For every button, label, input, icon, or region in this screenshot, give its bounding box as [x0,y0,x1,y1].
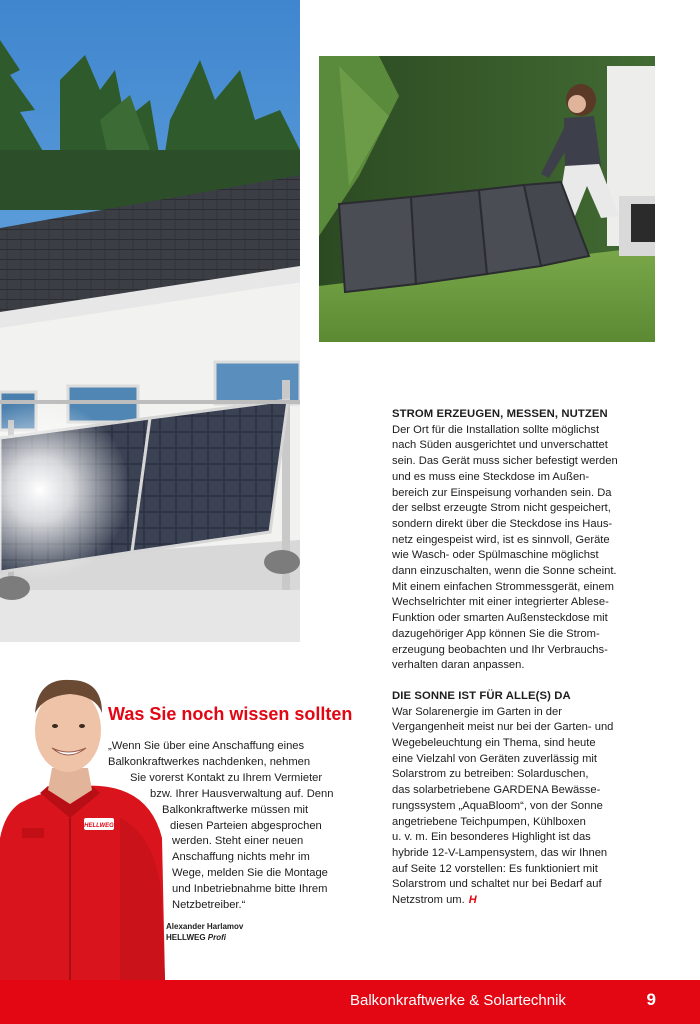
text-line: verhalten daran anpassen. [392,659,525,672]
page-footer [0,980,700,1024]
advisor-name: Alexander Harlamov [166,922,244,931]
text-line: auf Seite 12 vorstellen: Es funktioniert mit [392,862,598,875]
text-line: das solarbetriebene GARDENA Bewässe- [392,784,601,797]
text-line: Solarstrom und schaltet nur bei Bedarf auf [392,878,602,891]
text-line: angetriebene Teichpumpen, Kühlboxen [392,815,586,828]
text-line: Mit einem einfachen Strommessgerät, einem [392,580,614,593]
text-line: bereich zur Einspeisung vorhanden sein. Da [392,486,612,499]
text-line: War Solarenergie im Garten in der [392,705,562,718]
text-line: der selbst erzeugte Strom nicht gespeichert, [392,502,611,515]
quote-line: bzw. Ihrer Hausverwaltung auf. Denn [150,787,334,800]
quote-line: Balkonkraftwerkes nachdenken, nehmen [108,755,311,768]
text-line: Wechselrichter mit einer integrierter Ablese- [392,596,609,609]
text-line: dann einzuschalten, wenn die Sonne scheint. [392,565,617,578]
text-line: eine Vielzahl von Geräten zuverlässig mit [392,752,598,765]
text-line: sondern direkt über die Steckdose ins Haus- [392,517,613,530]
quote-line: diesen Parteien abgesprochen [170,819,322,832]
text-line: wie Wasch- oder Spülmaschine möglichst [392,549,599,562]
quote-line: Sie vorerst Kontakt zu Ihrem Vermieter [130,771,323,784]
quote-line: Wege, melden Sie die Montage [172,867,328,880]
quote-line: Balkonkraftwerke müssen mit [162,803,309,816]
text-line: Funktion oder smarten Außensteckdose mit [392,612,608,625]
text-line: rungssystem „AquaBloom“, von der Sonne [392,799,603,812]
quote-line: Netzbetreiber.“ [172,899,246,912]
footer-section-title: Balkonkraftwerke & Solartechnik [350,992,566,1009]
article-paragraph-1 [392,423,632,674]
text-line: Wegebeleuchtung ein Thema, sind heute [392,737,596,750]
balcony-solar-photo [0,0,300,642]
text-line: sein. Das Gerät muss sicher befestigt werden [392,455,618,468]
garden-solar-photo [319,56,655,342]
text-line: u. v. m. Ein besonderes Highlight ist das [392,831,591,844]
page-number: 9 [646,990,656,1009]
quote-line: werden. Steht einer neuen [172,835,304,848]
info-box-title: Was Sie noch wissen sollten [108,704,353,724]
text-line: erzeugung beobachten und Ihr Verbrauchs- [392,643,608,656]
advisor-signature [166,922,243,943]
hellweg-end-mark-icon: H [468,894,477,907]
text-line: Der Ort für die Installation sollte möglichst [392,423,600,436]
last-line-text: Netzstrom um. [392,894,465,907]
shirt-logo-text: HELLWEG [84,823,114,829]
quote-line: „Wenn Sie über eine Anschaffung eines [108,740,305,752]
article-paragraph-2 [392,705,632,909]
company-suffix: Profi [207,932,227,942]
article-column [392,407,632,909]
quote-line: und Inbetriebnahme bitte Ihrem [172,883,328,896]
advisor-quote [0,739,345,914]
section-heading-1: STROM ERZEUGEN, MESSEN, NUTZEN [392,408,608,420]
text-line [392,893,632,909]
text-line: nach Süden ausgerichtet und unverschattet [392,439,608,452]
quote-line: Anschaffung nichts mehr im [172,851,310,864]
section-heading-2: DIE SONNE IST FÜR ALLE(S) DA [392,689,571,702]
text-line: Solarstrom zu betreiben: Solarduschen, [392,768,589,781]
text-line: und es muss eine Steckdose im Außen- [392,470,590,483]
company-name: HELLWEG [166,932,206,942]
text-line: hybride 12-V-Lampensystem, das wir Ihnen [392,846,608,859]
text-line: dazugehöriger App können Sie die Strom- [392,627,600,640]
advisor-company [166,933,243,944]
text-line: netz eingespeist wird, ist es sinnvoll, Geräte [392,533,610,546]
text-line: Vergangenheit meist nur bei der Garten- und [392,721,614,734]
